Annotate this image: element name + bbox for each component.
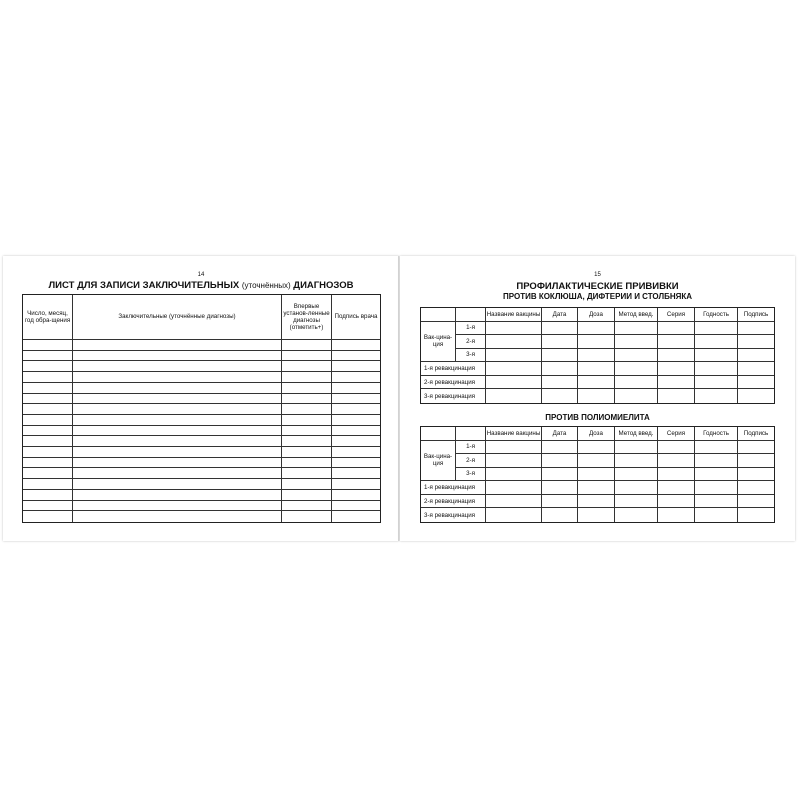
- table-cell: [738, 376, 774, 390]
- table-cell: [615, 349, 658, 363]
- table-cell: [738, 468, 774, 482]
- table-cell: [282, 501, 332, 512]
- header-diagnoses: Заключительные (уточнённые диагнозы): [73, 295, 282, 340]
- table-cell: [332, 447, 380, 458]
- header-dose: Доза: [578, 308, 615, 322]
- table-cell: [332, 361, 380, 372]
- table-cell: [542, 454, 578, 468]
- header-signature: Подпись: [738, 427, 774, 441]
- table-cell: [486, 508, 542, 522]
- left-page: [3, 256, 399, 541]
- vaccination-label: Вак-цина-ция: [421, 322, 456, 363]
- table-cell: [486, 481, 542, 495]
- dose-label: 2-я: [456, 454, 486, 468]
- header-date: Дата: [542, 308, 578, 322]
- revaccination-label: 1-я ревакцинация: [421, 481, 486, 495]
- table-cell: [23, 490, 73, 501]
- table-cell: [73, 501, 282, 512]
- table-cell: [578, 441, 615, 455]
- table-cell: [23, 372, 73, 383]
- page-title: [3, 280, 399, 291]
- table-cell: [73, 436, 282, 447]
- table-cell: [695, 468, 738, 482]
- table-cell: [578, 322, 615, 336]
- table-cell: [282, 361, 332, 372]
- table-cell: [73, 479, 282, 490]
- table-cell: [658, 454, 695, 468]
- table-cell: [658, 389, 695, 403]
- table-cell: [695, 335, 738, 349]
- vaccination-label: Вак-цина-ция: [421, 441, 456, 482]
- table-cell: [23, 404, 73, 415]
- vaccination-table-pertussis: [420, 307, 775, 404]
- table-cell: [695, 495, 738, 509]
- table-cell: [695, 454, 738, 468]
- table-cell: [615, 376, 658, 390]
- table-cell: [332, 372, 380, 383]
- table-cell: [615, 389, 658, 403]
- table-cell: [658, 495, 695, 509]
- table-cell: [738, 495, 774, 509]
- table-cell: [282, 383, 332, 394]
- table-cell: [282, 447, 332, 458]
- table-cell: [615, 481, 658, 495]
- page-number: 14: [197, 272, 205, 278]
- table-cell: [578, 468, 615, 482]
- table-cell: [282, 372, 332, 383]
- table-cell: [23, 351, 73, 362]
- table-cell: [486, 468, 542, 482]
- header-blank: [456, 427, 486, 441]
- table-cell: [332, 511, 380, 522]
- table-cell: [578, 481, 615, 495]
- table-cell: [486, 441, 542, 455]
- table-cell: [486, 454, 542, 468]
- table-cell: [282, 436, 332, 447]
- revaccination-label: 2-я ревакцинация: [421, 376, 486, 390]
- table-cell: [282, 511, 332, 522]
- header-signature: Подпись: [738, 308, 774, 322]
- table-cell: [542, 349, 578, 363]
- table-cell: [73, 404, 282, 415]
- table-cell: [486, 362, 542, 376]
- table-cell: [73, 447, 282, 458]
- dose-label: 3-я: [456, 468, 486, 482]
- section-title-pertussis: ПРОТИВ КОКЛЮША, ДИФТЕРИИ И СТОЛБНЯКА: [502, 292, 693, 301]
- table-cell: [658, 481, 695, 495]
- table-cell: [615, 495, 658, 509]
- header-blank: [456, 308, 486, 322]
- table-cell: [542, 481, 578, 495]
- table-cell: [332, 426, 380, 437]
- right-page: [400, 256, 795, 541]
- table-cell: [282, 490, 332, 501]
- table-cell: [738, 508, 774, 522]
- revaccination-label: 2-я ревакцинация: [421, 495, 486, 509]
- table-cell: [282, 394, 332, 405]
- table-cell: [282, 340, 332, 351]
- header-expiry: Годность: [695, 308, 738, 322]
- table-cell: [23, 468, 73, 479]
- header-expiry: Годность: [695, 427, 738, 441]
- dose-label: 2-я: [456, 335, 486, 349]
- table-cell: [332, 415, 380, 426]
- table-cell: [73, 361, 282, 372]
- table-cell: [615, 362, 658, 376]
- table-cell: [738, 454, 774, 468]
- table-cell: [695, 441, 738, 455]
- table-cell: [486, 322, 542, 336]
- table-cell: [695, 481, 738, 495]
- table-cell: [695, 362, 738, 376]
- table-cell: [282, 351, 332, 362]
- dose-label: 1-я: [456, 322, 486, 336]
- table-cell: [695, 322, 738, 336]
- table-cell: [738, 335, 774, 349]
- table-cell: [658, 335, 695, 349]
- table-cell: [542, 376, 578, 390]
- table-cell: [332, 404, 380, 415]
- page-title: ПРОФИЛАКТИЧЕСКИЕ ПРИВИВКИ: [516, 281, 679, 292]
- table-cell: [332, 468, 380, 479]
- diagnoses-table: [22, 294, 381, 523]
- table-cell: [73, 468, 282, 479]
- header-blank: [421, 427, 456, 441]
- table-cell: [615, 322, 658, 336]
- table-cell: [23, 436, 73, 447]
- table-cell: [578, 389, 615, 403]
- table-cell: [578, 376, 615, 390]
- table-cell: [542, 495, 578, 509]
- table-cell: [23, 501, 73, 512]
- table-cell: [615, 508, 658, 522]
- table-cell: [23, 394, 73, 405]
- table-cell: [658, 508, 695, 522]
- table-cell: [282, 404, 332, 415]
- table-cell: [332, 479, 380, 490]
- table-cell: [332, 351, 380, 362]
- table-cell: [578, 495, 615, 509]
- header-first-established: Впервые установ-ленные диагнозы (отметить+): [282, 295, 332, 340]
- header-doctor-signature: Подпись врача: [332, 295, 380, 340]
- table-cell: [332, 458, 380, 469]
- table-cell: [738, 349, 774, 363]
- table-cell: [332, 394, 380, 405]
- table-cell: [695, 389, 738, 403]
- table-cell: [73, 511, 282, 522]
- header-series: Серия: [658, 308, 695, 322]
- title-part-1: ЛИСТ ДЛЯ ЗАПИСИ ЗАКЛЮЧИТЕЛЬНЫХ: [48, 280, 242, 291]
- table-cell: [332, 501, 380, 512]
- table-cell: [542, 468, 578, 482]
- table-cell: [23, 383, 73, 394]
- table-cell: [332, 490, 380, 501]
- table-cell: [578, 335, 615, 349]
- table-cell: [282, 458, 332, 469]
- table-cell: [23, 426, 73, 437]
- table-cell: [615, 335, 658, 349]
- table-cell: [738, 389, 774, 403]
- table-cell: [738, 441, 774, 455]
- vaccination-table-polio: [420, 426, 775, 523]
- title-part-2: ДИАГНОЗОВ: [290, 280, 354, 291]
- table-cell: [542, 322, 578, 336]
- table-cell: [738, 362, 774, 376]
- header-date: Дата: [542, 427, 578, 441]
- table-cell: [486, 335, 542, 349]
- table-cell: [23, 415, 73, 426]
- table-cell: [332, 383, 380, 394]
- table-cell: [658, 441, 695, 455]
- header-vaccine-name: Название вакцины: [486, 308, 542, 322]
- table-cell: [658, 468, 695, 482]
- table-cell: [73, 415, 282, 426]
- table-cell: [615, 441, 658, 455]
- table-cell: [486, 376, 542, 390]
- dose-label: 1-я: [456, 441, 486, 455]
- table-cell: [486, 349, 542, 363]
- table-cell: [695, 349, 738, 363]
- table-cell: [332, 340, 380, 351]
- header-vaccine-name: Название вакцины: [486, 427, 542, 441]
- dose-label: 3-я: [456, 349, 486, 363]
- header-method: Метод введ.: [615, 427, 658, 441]
- table-cell: [23, 447, 73, 458]
- table-cell: [73, 383, 282, 394]
- header-date: Число, месяц, год обра-щения: [23, 295, 73, 340]
- table-cell: [542, 441, 578, 455]
- table-cell: [73, 340, 282, 351]
- revaccination-label: 1-я ревакцинация: [421, 362, 486, 376]
- table-cell: [658, 349, 695, 363]
- table-cell: [73, 351, 282, 362]
- table-cell: [486, 389, 542, 403]
- section-title-polio: ПРОТИВ ПОЛИОМИЕЛИТА: [545, 413, 650, 422]
- table-cell: [578, 454, 615, 468]
- table-cell: [282, 479, 332, 490]
- table-cell: [542, 362, 578, 376]
- page-number: 15: [594, 272, 601, 278]
- revaccination-label: 3-я ревакцинация: [421, 508, 486, 522]
- table-cell: [23, 458, 73, 469]
- title-small: (уточнённых): [241, 281, 291, 290]
- table-cell: [578, 349, 615, 363]
- table-cell: [738, 322, 774, 336]
- table-cell: [695, 508, 738, 522]
- table-cell: [282, 415, 332, 426]
- table-cell: [695, 376, 738, 390]
- table-cell: [615, 468, 658, 482]
- table-cell: [578, 508, 615, 522]
- table-cell: [23, 361, 73, 372]
- header-dose: Доза: [578, 427, 615, 441]
- table-cell: [282, 468, 332, 479]
- header-method: Метод введ.: [615, 308, 658, 322]
- table-cell: [542, 389, 578, 403]
- table-cell: [23, 511, 73, 522]
- table-cell: [542, 335, 578, 349]
- table-cell: [23, 479, 73, 490]
- table-cell: [73, 372, 282, 383]
- table-cell: [73, 426, 282, 437]
- table-cell: [615, 454, 658, 468]
- table-cell: [658, 376, 695, 390]
- table-cell: [578, 362, 615, 376]
- table-cell: [658, 362, 695, 376]
- table-cell: [332, 436, 380, 447]
- table-cell: [486, 495, 542, 509]
- table-cell: [658, 322, 695, 336]
- table-cell: [73, 394, 282, 405]
- table-cell: [542, 508, 578, 522]
- table-cell: [282, 426, 332, 437]
- table-cell: [73, 458, 282, 469]
- table-cell: [23, 340, 73, 351]
- revaccination-label: 3-я ревакцинация: [421, 389, 486, 403]
- table-cell: [73, 490, 282, 501]
- header-blank: [421, 308, 456, 322]
- table-cell: [738, 481, 774, 495]
- header-series: Серия: [658, 427, 695, 441]
